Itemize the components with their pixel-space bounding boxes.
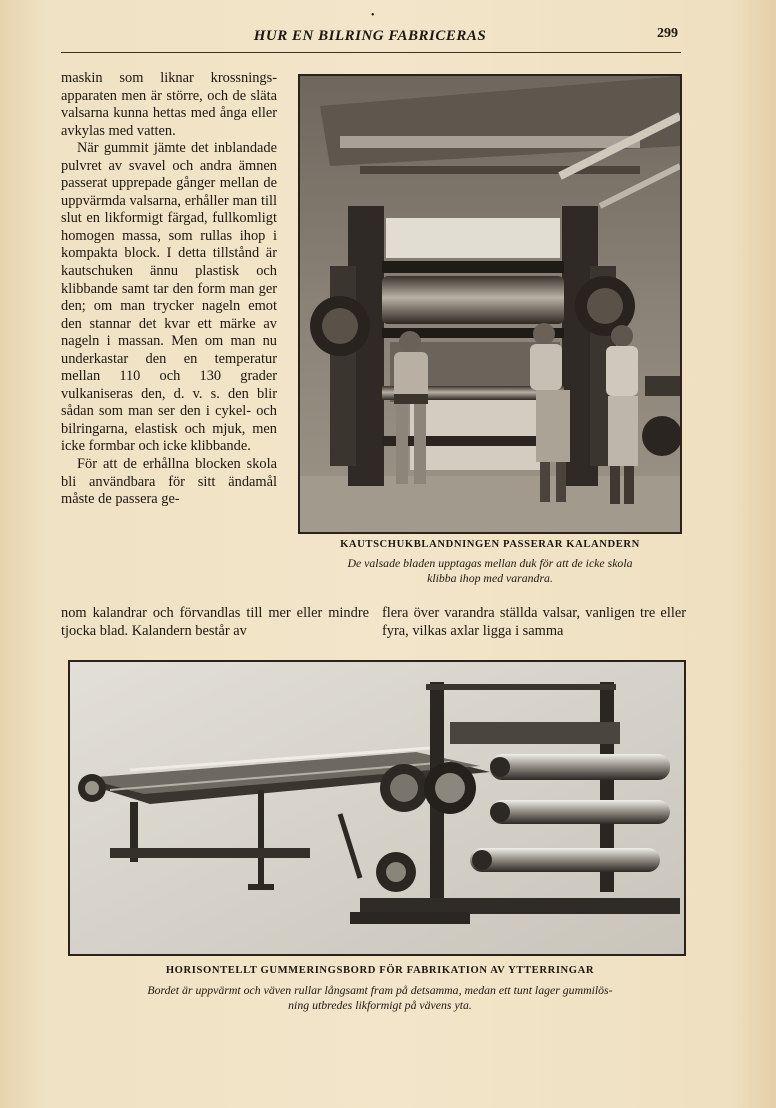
figure1-caption-line2: klibba ihop med varandra. xyxy=(427,571,553,585)
paragraph-3: För att de erhållna blocken skola bli användbara för sitt ändamål måste de passera ge- xyxy=(61,456,277,508)
figure1-caption-line1: De valsade bladen upptagas mellan duk för att de icke skola xyxy=(347,556,633,570)
continuation-right: flera över varandra ställda valsar, vanligen tre eller fyra, vilkas axlar ligga i samma xyxy=(382,605,686,639)
gumming-table-photo xyxy=(68,660,686,956)
running-header: HUR EN BILRING FABRICERAS xyxy=(253,28,487,44)
paragraph-2: När gummit jämte det inblandade pulvret av svavel och andra ämnen passerat upprepade gånger mellan de uppvärmda valsarna, erhåller man till slut en likformigt färgad, fullkomligt homogen massa, som rullas ihop i kompakta block. I detta tillstånd är kautschuken ännu plastisk och klibbande samt tar den form man ger den; om man trycker nageln emot den stannar det kvar ett märke av nageln i massan. Men om man nu underkastar den en temperatur mellan 110 och 130 grader vulkaniseras den, d. v. s. den blir sådan som man ser den i cykel- och bilringarna, elastisk och mjuk, men icke formbar och icke klibbande. xyxy=(61,140,277,455)
ornament-dot: • xyxy=(371,10,375,21)
text-column xyxy=(61,70,277,509)
header-rule xyxy=(61,52,681,53)
page-number: 299 xyxy=(657,26,678,41)
continuation-left: nom kalandrar och förvandlas till mer eller mindre tjocka blad. Kalandern består av xyxy=(61,605,369,639)
paragraph-1: maskin som liknar krossnings-apparaten men är större, och de släta valsarna kunna hettas med ånga eller avkylas med vatten. xyxy=(61,70,277,139)
figure2-caption-line1: Bordet är uppvärmt och väven rullar långsamt fram på detsamma, medan ett tunt lager gummilös- xyxy=(147,983,613,997)
figure2-caption-line2: ning utbredes likformigt på vävens yta. xyxy=(288,998,472,1012)
calender-photo xyxy=(298,74,682,534)
figure1-caption-title: KAUTSCHUKBLANDNINGEN PASSERAR KALANDERN xyxy=(340,539,640,550)
figure2-caption-title: HORISONTELLT GUMMERINGSBORD FÖR FABRIKATION AV YTTERRINGAR xyxy=(165,965,595,976)
